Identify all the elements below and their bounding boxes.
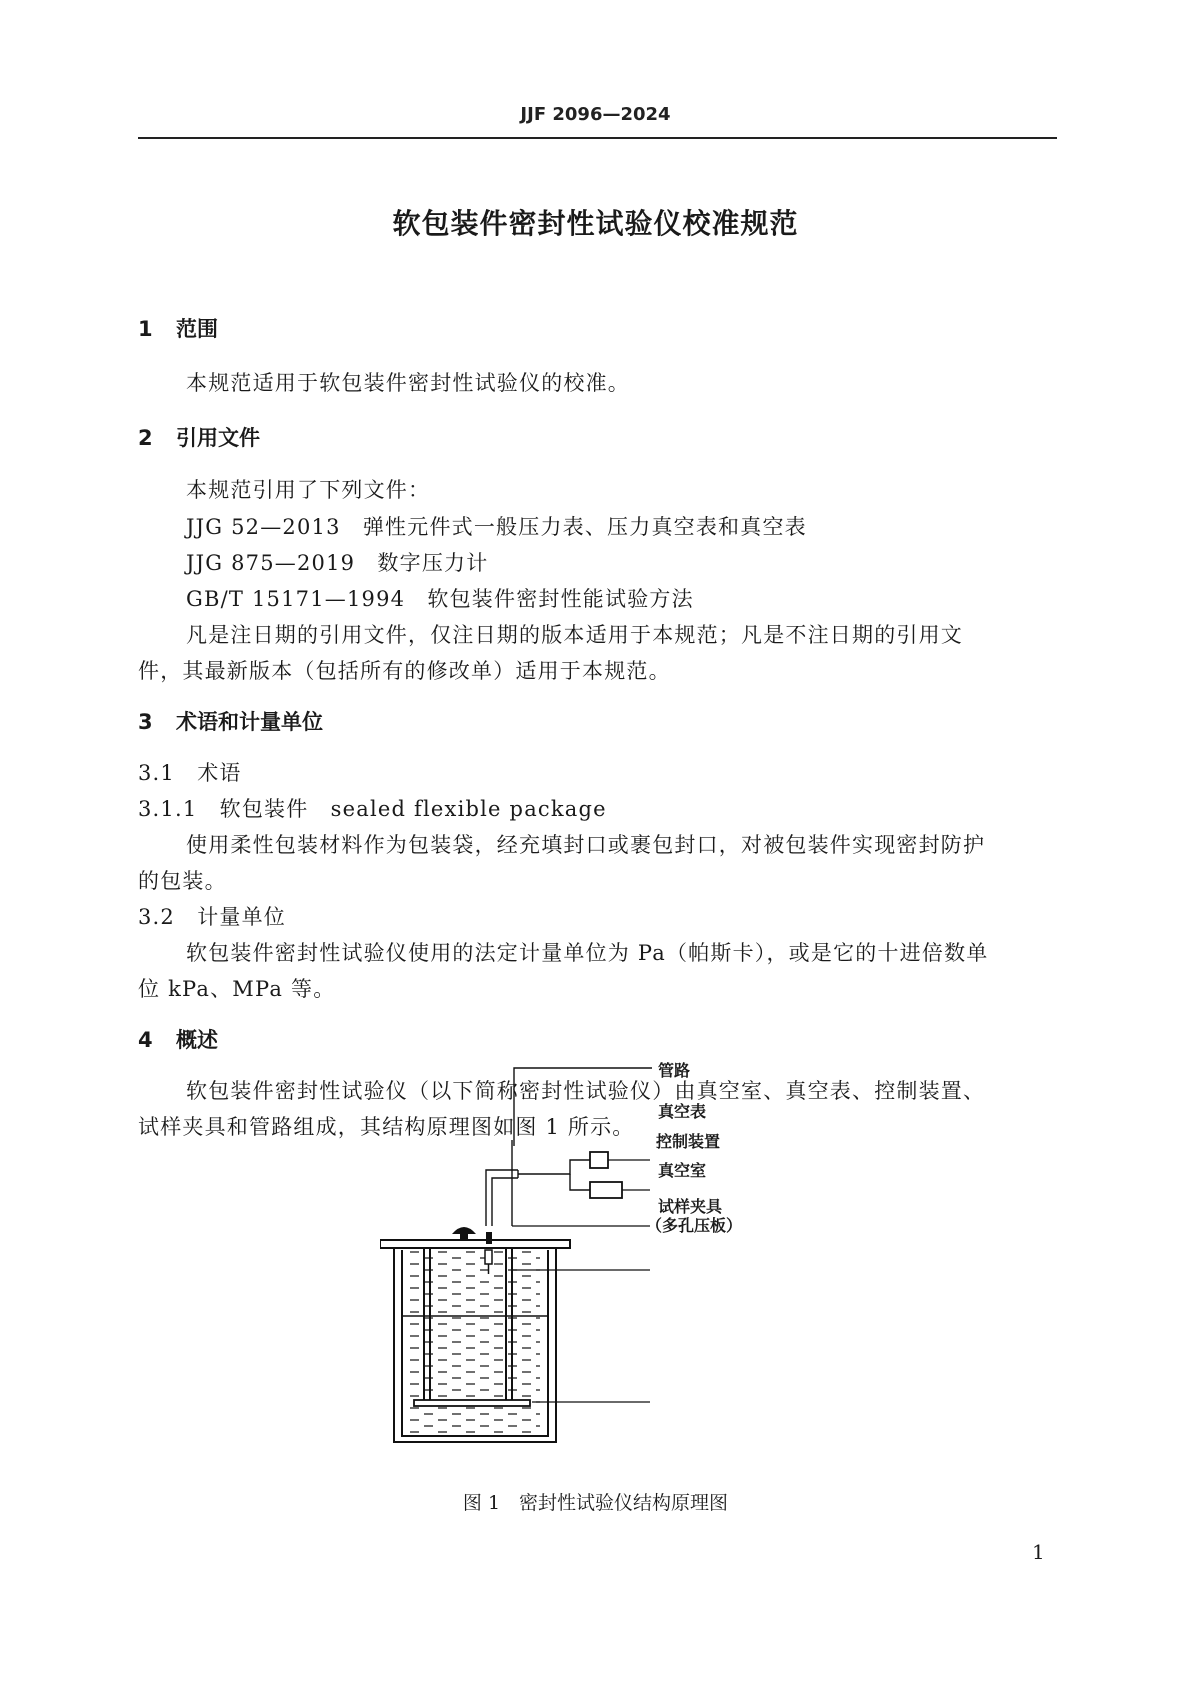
label-vacuum-gauge: 真空表 — [658, 1102, 707, 1121]
subsection-heading: 3.1.1 软包装件 sealed flexible package — [138, 797, 607, 821]
label-sample-fixture: 试样夹具 — [658, 1197, 723, 1216]
paragraph: 本规范适用于软包装件密封性试验仪的校准。 — [186, 371, 630, 395]
header-rule — [138, 137, 1057, 139]
paragraph: 软包装件密封性试验仪（以下简称密封性试验仪）由真空室、真空表、控制装置、 — [186, 1079, 986, 1103]
section-title: 引用文件 — [176, 426, 260, 450]
paragraph: 本规范引用了下列文件： — [186, 478, 431, 502]
label-fixture-subtitle: （多孔压板） — [646, 1216, 743, 1235]
label-control-device: 控制装置 — [656, 1132, 721, 1151]
subsection-heading: 3.1 术语 — [138, 761, 242, 785]
label-pipe: 管路 — [658, 1061, 691, 1080]
section-number: 4 — [138, 1028, 153, 1052]
pipe-leader — [512, 1066, 662, 1146]
section-number: 3 — [138, 710, 153, 734]
paragraph: 试样夹具和管路组成，其结构原理图如图 1 所示。 — [138, 1115, 635, 1139]
section-title: 范围 — [176, 317, 218, 341]
section-1-heading — [138, 313, 218, 343]
section-number: 1 — [138, 317, 153, 341]
section-4-heading — [138, 1024, 218, 1054]
document-title: 软包装件密封性试验仪校准规范 — [392, 207, 799, 240]
paragraph: 凡是注日期的引用文件，仅注日期的版本适用于本规范；凡是不注日期的引用文 — [186, 623, 963, 647]
section-title: 术语和计量单位 — [176, 710, 323, 734]
paragraph: 件，其最新版本（包括所有的修改单）适用于本规范。 — [138, 659, 671, 683]
paragraph: 位 kPa、MPa 等。 — [138, 977, 336, 1001]
reference-item: JJG 52—2013 弹性元件式一般压力表、压力真空表和真空表 — [186, 515, 807, 539]
vacuum-gauge-box — [590, 1152, 608, 1168]
vacuum-chamber — [394, 1244, 556, 1442]
subsection-heading: 3.2 计量单位 — [138, 905, 286, 929]
reference-item: JJG 875—2019 数字压力计 — [186, 551, 489, 575]
label-vacuum-chamber: 真空室 — [658, 1161, 707, 1180]
control-device-box — [590, 1182, 622, 1198]
paragraph: 的包装。 — [138, 869, 227, 893]
section-number: 2 — [138, 426, 153, 450]
chamber-lid — [380, 1227, 570, 1248]
figure-caption: 图 1 密封性试验仪结构原理图 — [462, 1492, 729, 1514]
section-title: 概述 — [176, 1028, 218, 1052]
paragraph: 软包装件密封性试验仪使用的法定计量单位为 Pa（帕斯卡），或是它的十进倍数单 — [186, 941, 989, 965]
paragraph: 使用柔性包装材料作为包装袋，经充填封口或裹包封口，对被包装件实现密封防护 — [186, 833, 986, 857]
section-2-heading — [138, 422, 260, 452]
section-3-heading — [138, 706, 323, 736]
page-number: 1 — [1032, 1540, 1045, 1564]
reference-item: GB/T 15171—1994 软包装件密封性能试验方法 — [186, 587, 694, 611]
running-header: JJF 2096—2024 — [520, 104, 671, 125]
structure-diagram — [380, 1140, 840, 1480]
